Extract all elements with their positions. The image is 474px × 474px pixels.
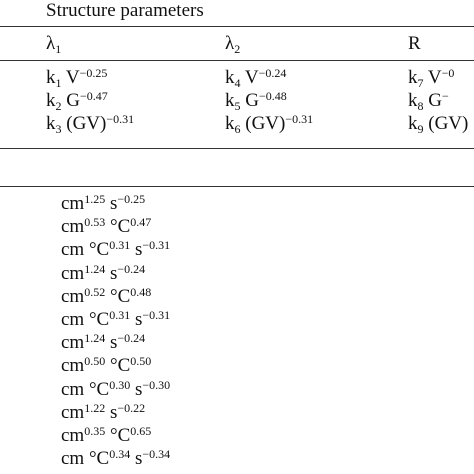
k-symbol: k (46, 67, 56, 88)
k-symbol: k (225, 67, 235, 88)
unit-text: cm °C (61, 448, 110, 470)
k-exponent: − (441, 89, 449, 103)
unit-row (61, 331, 170, 354)
unit-exponent: 0.31 (109, 307, 131, 322)
k-symbol: k (46, 90, 56, 111)
unit-row (61, 262, 170, 285)
unit-text: cm (61, 193, 85, 214)
unit-exponent: 0.52 (84, 284, 106, 299)
unit-row (61, 447, 170, 470)
unit-text: cm (61, 401, 85, 423)
unit-text: cm °C (61, 378, 110, 400)
unit-exponent: 1.24 (84, 331, 106, 346)
k-subscript: 8 (417, 99, 424, 113)
column-r (408, 66, 468, 135)
unit-exponent: 0.65 (130, 423, 152, 438)
column-lambda-1 (46, 66, 134, 135)
unit-text: °C (105, 285, 131, 307)
unit-text: s (130, 239, 143, 261)
unit-exponent: −0.24 (117, 331, 146, 346)
parameter-cell (46, 112, 134, 135)
unit-text: °C (105, 216, 131, 238)
k-subscript: 1 (55, 76, 62, 90)
header-symbol: R (408, 33, 421, 54)
parameter-cell (225, 112, 313, 135)
table-rule-header (0, 60, 474, 61)
k-symbol: k (408, 90, 418, 111)
unit-row (61, 401, 170, 424)
unit-text: cm (61, 285, 85, 307)
unit-exponent: 0.35 (84, 423, 106, 438)
parameter-cell (225, 89, 313, 112)
unit-text: s (130, 378, 143, 400)
unit-exponent: 1.24 (84, 261, 106, 276)
unit-text: cm (61, 332, 85, 354)
k-base: (GV) (240, 113, 286, 134)
parameter-cell (408, 89, 468, 112)
k-base: (GV) (423, 113, 469, 134)
header-subscript: 2 (234, 42, 241, 56)
k-base: V (61, 67, 80, 88)
k-symbol: k (225, 113, 235, 134)
parameter-cell (408, 66, 468, 89)
k-subscript: 4 (234, 76, 241, 90)
k-subscript: 2 (55, 99, 62, 113)
unit-row (61, 192, 170, 215)
unit-text: cm (61, 262, 85, 284)
unit-exponent: 0.34 (109, 447, 131, 462)
unit-exponent: −0.22 (117, 400, 146, 415)
units-list (61, 192, 170, 470)
k-subscript: 3 (55, 122, 62, 136)
unit-text: s (105, 262, 118, 284)
k-exponent: −0.48 (258, 89, 287, 103)
unit-text: cm °C (61, 308, 110, 330)
k-base: V (240, 67, 259, 88)
unit-exponent: 0.53 (84, 215, 106, 230)
k-symbol: k (408, 113, 418, 134)
header-r (408, 33, 421, 55)
k-base: G (240, 90, 259, 111)
header-lambda-2 (225, 33, 240, 55)
unit-exponent: 0.48 (130, 284, 152, 299)
unit-exponent: 0.47 (130, 215, 152, 230)
header-lambda-1 (46, 33, 61, 55)
k-exponent: −0.24 (258, 66, 287, 80)
table-section-title: Structure parameters (46, 0, 204, 21)
unit-exponent: −0.25 (117, 192, 146, 206)
unit-row (61, 238, 170, 261)
unit-exponent: 1.25 (84, 192, 106, 206)
k-base: V (423, 67, 442, 88)
unit-text: s (105, 332, 118, 354)
k-exponent: −0.31 (106, 112, 135, 126)
unit-text: s (105, 401, 118, 423)
unit-text: °C (105, 355, 131, 377)
unit-row (61, 424, 170, 447)
k-base: G (423, 90, 442, 111)
unit-exponent: −0.31 (142, 307, 171, 322)
unit-exponent: −0.24 (117, 261, 146, 276)
k-symbol: k (408, 67, 418, 88)
unit-row (61, 354, 170, 377)
k-subscript: 5 (234, 99, 241, 113)
unit-exponent: 0.31 (109, 238, 131, 253)
unit-exponent: 1.22 (84, 400, 106, 415)
k-exponent: −0.31 (285, 112, 314, 126)
table-rule-top (0, 26, 474, 27)
k-symbol: k (46, 113, 56, 134)
unit-text: cm °C (61, 239, 110, 261)
unit-row (61, 285, 170, 308)
k-subscript: 7 (417, 76, 424, 90)
k-exponent: −0.47 (79, 89, 108, 103)
k-base: (GV) (61, 113, 107, 134)
k-symbol: k (225, 90, 235, 111)
unit-exponent: 0.30 (109, 377, 131, 392)
unit-text: cm (61, 355, 85, 377)
unit-text: cm (61, 216, 85, 238)
parameter-cell (46, 89, 134, 112)
unit-exponent: −0.30 (142, 377, 171, 392)
unit-text: s (105, 193, 118, 214)
k-base: G (61, 90, 80, 111)
parameter-cell (46, 66, 134, 89)
unit-exponent: −0.31 (142, 238, 171, 253)
table-rule-mid (0, 148, 474, 149)
header-subscript: 1 (55, 42, 62, 56)
unit-text: cm (61, 424, 85, 446)
unit-text: s (130, 308, 143, 330)
unit-row (61, 378, 170, 401)
unit-text: s (130, 448, 143, 470)
parameter-cell (408, 112, 468, 135)
header-symbol: λ (225, 33, 235, 54)
column-lambda-2 (225, 66, 313, 135)
k-subscript: 9 (417, 122, 424, 136)
k-subscript: 6 (234, 122, 241, 136)
header-symbol: λ (46, 33, 56, 54)
k-exponent: −0.25 (79, 66, 108, 80)
parameter-cell (225, 66, 313, 89)
unit-row (61, 215, 170, 238)
unit-exponent: 0.50 (84, 354, 106, 369)
table-rule-units (0, 186, 474, 187)
unit-text: °C (105, 424, 131, 446)
unit-row (61, 308, 170, 331)
unit-exponent: 0.50 (130, 354, 152, 369)
unit-exponent: −0.34 (142, 447, 171, 462)
k-exponent: −0 (441, 66, 455, 80)
